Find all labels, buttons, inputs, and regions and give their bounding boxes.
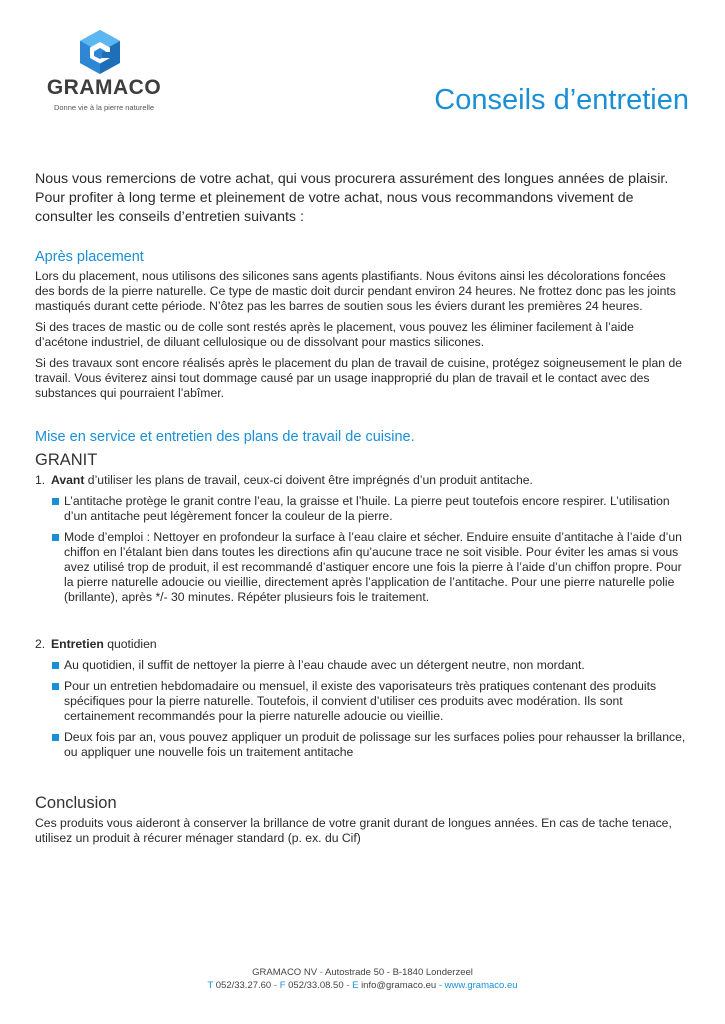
numbered-item-1 — [35, 473, 687, 488]
list-item: Pour un entretien hebdomadaire ou mensuel, il existe des vaporisateurs très pratiques contenant des produits spécifiques pour la pierre naturelle. Toutefois, il convient d’utiliser ces produits avec modération. Ils sont certainement recommandés pour la pierre naturelle adoucie ou vieillie. — [35, 679, 687, 724]
list-item: Deux fois par an, vous pouvez appliquer un produit de polissage sur les surfaces polies pour rehausser la brillance, ou appliquer une nouvelle fois un traitement antitache — [35, 730, 687, 760]
conclusion-paragraph: Ces produits vous aideront à conserver la brillance de votre granit durant de longues années. En cas de tache tenace, utilisez un produit à récurer ménager standard (p. ex. du Cif) — [35, 816, 672, 845]
item2-bullet-list — [35, 658, 687, 760]
section-heading-mise: Mise en service et entretien des plans de travail de cuisine. — [35, 429, 415, 445]
gramaco-logo-icon — [76, 28, 124, 76]
footer — [0, 966, 725, 992]
brand-tagline: Donne vie à la pierre naturelle — [53, 103, 155, 112]
bullet-square-icon — [52, 662, 59, 669]
list-item: Au quotidien, il suffit de nettoyer la pierre à l’eau chaude avec un détergent neutre, non mordant. — [35, 658, 687, 673]
bullet-square-icon — [52, 734, 59, 741]
item-keyword: Entretien — [51, 637, 104, 651]
page-title: Conseils d’entretien — [434, 84, 689, 116]
subheading-granit: GRANIT — [35, 451, 98, 469]
logo — [36, 28, 176, 118]
item1-bullet-list — [35, 494, 687, 605]
item-text: quotidien — [103, 637, 157, 651]
apres-paragraph-1: Lors du placement, nous utilisons des silicones sans agents plastifiants. Nous évitons ainsi les décolorations foncées des bords de la pierre naturelle. Ce type de mastic doit durcir pendant environ 24 heures. Ne frottez donc pas les joints mastiqués durant cette période. N’ôtez pas les barres de soutien sous les éviers durant les premières 24 heures. — [35, 269, 676, 313]
list-item: L’antitache protège le granit contre l’eau, la graisse et l’huile. La pierre peut toutefois encore respirer. L’utilisation d’un antitache peut légèrement foncer la couleur de la pierre. — [35, 494, 687, 524]
brand-name: GRAMACO — [46, 76, 162, 99]
list-item: Mode d’emploi : Nettoyer en profondeur la surface à l’eau claire et sécher. Enduire ensuite d’antitache à l’aide d’un chiffon en l’étalant bien dans toutes les directions afin qu’aucune trace ne soit visible. Pour éviter les amas si vous avez utilisé trop de produit, il est recommandé d’astiquer encore une fois la pierre à l’aide d’un chiffon propre. Pour la pierre naturelle adoucie ou vieillie, directement après l’application de l’antitache. Pour une pierre naturelle polie (brillante), après */- 30 minutes. Répéter plusieurs fois le traitement. — [35, 530, 687, 605]
subheading-conclusion: Conclusion — [35, 794, 117, 812]
apres-paragraph-3: Si des travaux sont encore réalisés après le placement du plan de travail de cuisine, protégez soigneusement le plan de travail. Vous éviterez ainsi tout dommage causé par un usage inapproprié du plan de travail et le contact avec des substances qui pourraient l’abîmer. — [35, 356, 683, 400]
main-content — [35, 170, 687, 852]
bullet-square-icon — [52, 534, 59, 541]
item-number: 2. — [35, 637, 46, 651]
intro-paragraph: Nous vous remercions de votre achat, qui vous procurera assurément des longues années de plaisir. Pour profiter à long terme et pleinement de votre achat, nous vous recommandons vivement de consulter les conseils d’entretien suivants : — [35, 171, 669, 225]
bullet-square-icon — [52, 683, 59, 690]
footer-contact-line: T 052/33.27.60 - F 052/33.08.50 - E info@gramaco.eu - www.gramaco.eu — [207, 980, 518, 991]
footer-address-line: GRAMACO NV - Autostrade 50 - B-1840 Londerzeel — [252, 967, 473, 978]
item-text: d’utiliser les plans de travail, ceux-ci doivent être imprégnés d’un produit antitache. — [84, 473, 533, 487]
apres-paragraph-2: Si des traces de mastic ou de colle sont restés après le placement, vous pouvez les éliminer facilement à l’aide d’acétone industriel, de diluant cellulosique ou de dissolvant pour mastics silicones. — [35, 320, 634, 349]
section-heading-apres: Après placement — [35, 249, 144, 265]
bullet-square-icon — [52, 498, 59, 505]
item-keyword: Avant — [51, 473, 85, 487]
footer-email-link[interactable]: info@gramaco.eu — [361, 980, 437, 991]
footer-web-link[interactable]: www.gramaco.eu — [444, 980, 518, 991]
numbered-item-2 — [35, 637, 687, 652]
item-number: 1. — [35, 473, 46, 487]
